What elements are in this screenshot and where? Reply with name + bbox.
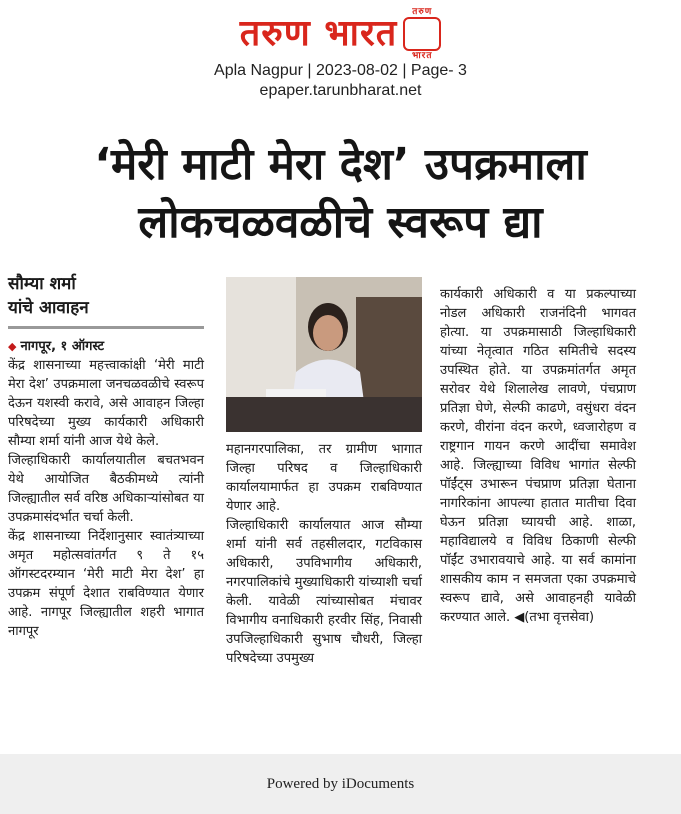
- person-at-desk-photo-icon: [226, 277, 422, 432]
- dateline: [8, 337, 204, 356]
- logo-emblem-icon: तरुण भारत: [403, 17, 441, 51]
- headline-line-1: ‘मेरी माटी मेरा देश’ उपक्रमाला: [94, 139, 587, 190]
- headline-line-2: लोकचळवळीचे स्वरूप द्या: [138, 197, 543, 248]
- paragraph: महानगरपालिका, तर ग्रामीण भागात जिल्हा परिषद व जिल्हाधिकारी कार्यालयामार्फत हा उपक्रम राबविण्यात येणार आहे.: [226, 442, 422, 514]
- article-photo: [226, 277, 422, 432]
- edition-meta: Apla Nagpur | 2023-08-02 | Page- 3: [214, 62, 467, 79]
- paragraph: केंद्र शासनाच्या महत्त्वाकांक्षी ‘मेरी माटी मेरा देश’ उपक्रमाला जनचळवळीचे स्वरूप देऊन यशस्वी करावे, असे आवाहन जिल्हा परिषदेच्या मुख्य कार्यकारी अधिकारी सौम्या शर्मा यांनी आज येथे केले.: [8, 358, 204, 449]
- footer: [0, 754, 681, 814]
- paragraph: जिल्हाधिकारी कार्यालयातील बचतभवन येथे आयोजित बैठकीमध्ये त्यांनी जिल्ह्यातील सर्व वरिष्ठ अधिकाऱ्यांसोबत या उपक्रमासंदर्भात चर्चा केली.: [8, 453, 204, 525]
- byline-line-1: सौम्या शर्मा: [8, 274, 76, 294]
- dateline-text: नागपूर, १ ऑगस्ट: [20, 339, 105, 354]
- diamond-bullet-icon: ◆: [8, 340, 17, 353]
- article-headline: [0, 136, 681, 252]
- logo-text: तरुण भारत: [239, 13, 398, 54]
- article-column-2: [226, 440, 422, 668]
- byline: [8, 272, 204, 329]
- masthead: [0, 7, 681, 61]
- paragraph: कार्यकारी अधिकारी व या प्रकल्पाच्या नोडल अधिकारी राजनंदिनी भागवत होत्या. या उपक्रमासाठी जिल्हाधिकारी यांच्या नेतृत्वात गठित समितीचे सदस्य उपस्थित होते. या उपक्रमांतर्गत अमृत सरोवर येथे शिलालेख लावणे, पंचप्राण प्रतिज्ञा घेणे, सेल्फी काढणे, वसुंधरा वंदन करणे, वीरांना वंदन करणे, ध्वजारोहण व राष्ट्रगान गायन करणे आदींचा समावेश आहे. जिल्ह्याच्या विविध भागांत सेल्फी पॉईंट्स उभारून पंचप्राण प्रतिज्ञा घेताना नागरिकांना आपल्या हातात मातीचा दिवा घेऊन प्रतिज्ञा घ्यायची आहे. शाळा, महाविद्यालये व विविध ठिकाणी सेल्फी पॉईंट उभारावयाचे आहे. या सर्व कामांना शासकीय काम न समजता एका उपक्रमाचे स्वरूप द्यावे, असे आवाहनही यावेळी करण्यात आले. ◀(तभा वृत्तसेवा): [440, 287, 636, 625]
- article-column-1: [8, 272, 204, 641]
- byline-line-2: यांचे आवाहन: [8, 298, 89, 318]
- article-column-3: [440, 285, 636, 627]
- site-url-link[interactable]: epaper.tarunbharat.net: [259, 82, 422, 99]
- paragraph: केंद्र शासनाच्या निर्देशानुसार स्वातंत्र्याच्या अमृत महोत्सवांतर्गत ९ ते १५ ऑगस्टदरम्यान ‘मेरी माटी मेरा देश’ हा उपक्रम संपूर्ण देशात राबविण्यात येणार आहे. नागपूर जिल्ह्यातील शहरी भागात नागपूर: [8, 529, 204, 639]
- newspaper-logo[interactable]: [239, 7, 442, 61]
- paragraph: जिल्हाधिकारी कार्यालयात आज सौम्या शर्मा यांनी सर्व तहसीलदार, गटविकास अधिकारी, उपविभागीय अधिकारी, नगरपालिकांचे मुख्याधिकारी यांच्याशी चर्चा केली. यावेळी त्यांच्यासोबत मंचावर विभागीय वनाधिकारी हरवीर सिंह, निवासी उपजिल्हाधिकारी सुभाष चौधरी, जिल्हा परिषदेच्या उपमुख्य: [226, 518, 422, 666]
- powered-by-link[interactable]: Powered by iDocuments: [266, 776, 415, 792]
